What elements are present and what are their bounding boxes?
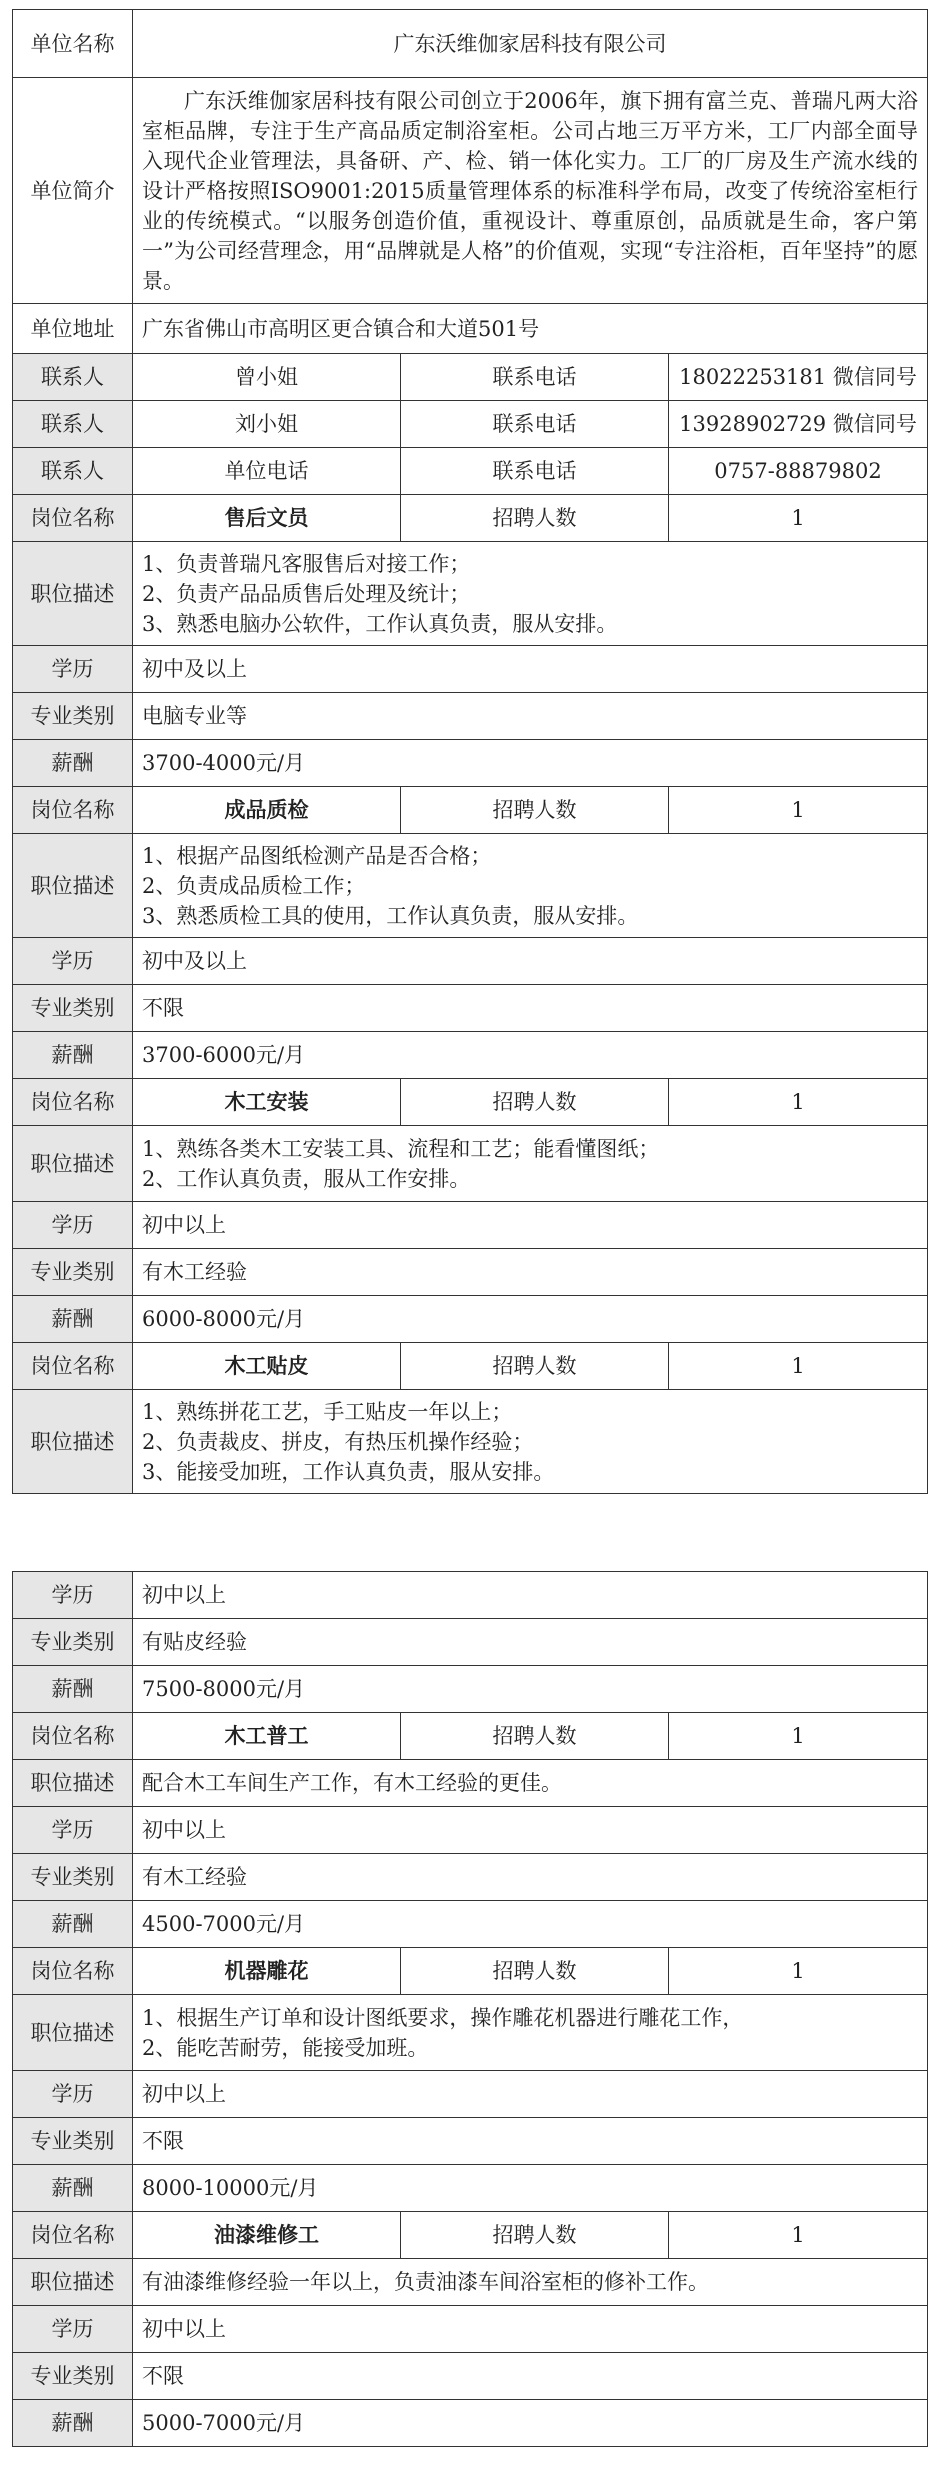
desc-line: 配合木工车间生产工作，有木工经验的更佳。: [142, 1771, 562, 1795]
description-label: 职位描述: [13, 1126, 133, 1202]
education-label: 学历: [13, 938, 133, 985]
position-label: 岗位名称: [13, 1713, 133, 1760]
company-name-label: 单位名称: [13, 10, 133, 78]
job-title-row: [13, 1948, 928, 1995]
job-title: 木工安装: [133, 1079, 401, 1126]
salary-value: 3700-4000元/月: [133, 740, 928, 787]
headcount: 1: [669, 1713, 928, 1760]
salary-row: [13, 740, 928, 787]
major-label: 专业类别: [13, 693, 133, 740]
headcount: 1: [669, 1343, 928, 1390]
major-value: 不限: [133, 2118, 928, 2165]
company-address-label: 单位地址: [13, 304, 133, 354]
education-value: 初中以上: [133, 2071, 928, 2118]
job-description: [133, 1995, 928, 2071]
company-intro: 广东沃维伽家居科技有限公司创立于2006年，旗下拥有富兰克、普瑞凡两大浴室柜品牌，专注于生产高品质定制浴室柜。公司占地三万平方米，工厂内部全面导入现代企业管理法，具备研、产、检、销一体化实力。工厂的厂房及生产流水线的设计严格按照ISO9001:2015质量管理体系的标准科学布局，改变了传统浴室柜行业的传统模式。“以服务创造价值，重视设计、尊重原创，品质就是生命，客户第一”为公司经营理念，用“品牌就是人格”的价值观，实现“专注浴柜，百年坚持”的愿景。: [133, 78, 928, 304]
contact-phone-label: 联系电话: [401, 448, 669, 495]
job-description: [133, 834, 928, 938]
major-value: 有木工经验: [133, 1249, 928, 1296]
contact-row: [13, 354, 928, 401]
salary-label: 薪酬: [13, 1666, 133, 1713]
desc-line: 2、工作认真负责，服从工作安排。: [142, 1166, 471, 1191]
major-value: 不限: [133, 2353, 928, 2400]
major-row: [13, 693, 928, 740]
education-row: [13, 2071, 928, 2118]
company-name-row: [13, 10, 928, 78]
education-row: [13, 2306, 928, 2353]
major-label: 专业类别: [13, 985, 133, 1032]
job-title: 成品质检: [133, 787, 401, 834]
education-row: [13, 1202, 928, 1249]
job-description: [133, 1126, 928, 1202]
major-label: 专业类别: [13, 2118, 133, 2165]
headcount-label: 招聘人数: [401, 1079, 669, 1126]
description-label: 职位描述: [13, 542, 133, 646]
education-label: 学历: [13, 2306, 133, 2353]
salary-value: 3700-6000元/月: [133, 1032, 928, 1079]
education-value: 初中以上: [133, 2306, 928, 2353]
headcount-label: 招聘人数: [401, 1343, 669, 1390]
major-row: [13, 2353, 928, 2400]
desc-line: 1、负责普瑞凡客服售后对接工作；: [142, 551, 471, 576]
major-row: [13, 1854, 928, 1901]
contact-phone-label: 联系电话: [401, 354, 669, 401]
desc-line: 1、根据生产订单和设计图纸要求，操作雕花机器进行雕花工作，: [142, 2005, 744, 2030]
description-label: 职位描述: [13, 1390, 133, 1494]
desc-line: 2、负责产品品质售后处理及统计；: [142, 581, 471, 606]
headcount-label: 招聘人数: [401, 495, 669, 542]
description-label: 职位描述: [13, 1995, 133, 2071]
job-desc-row: [13, 1390, 928, 1494]
contact-row: [13, 401, 928, 448]
job-title-row: [13, 495, 928, 542]
job-title-row: [13, 787, 928, 834]
contact-phone: 13928902729 微信同号: [669, 401, 928, 448]
job-desc-row: [13, 542, 928, 646]
job-title: 售后文员: [133, 495, 401, 542]
major-label: 专业类别: [13, 1854, 133, 1901]
contact-name: 单位电话: [133, 448, 401, 495]
contact-name: 曾小姐: [133, 354, 401, 401]
education-value: 初中及以上: [133, 938, 928, 985]
job-description: [133, 542, 928, 646]
contact-phone-label: 联系电话: [401, 401, 669, 448]
job-title-row: [13, 1713, 928, 1760]
major-value: 不限: [133, 985, 928, 1032]
desc-line: 2、负责成品质检工作；: [142, 873, 366, 898]
education-label: 学历: [13, 646, 133, 693]
salary-label: 薪酬: [13, 2165, 133, 2212]
job-description: [133, 1390, 928, 1494]
job-description: [133, 1760, 928, 1807]
education-label: 学历: [13, 2071, 133, 2118]
major-value: 有木工经验: [133, 1854, 928, 1901]
desc-line: 3、熟悉电脑办公软件，工作认真负责，服从安排。: [142, 611, 618, 636]
position-label: 岗位名称: [13, 495, 133, 542]
salary-label: 薪酬: [13, 1901, 133, 1948]
headcount-label: 招聘人数: [401, 1948, 669, 1995]
contact-phone: 18022253181 微信同号: [669, 354, 928, 401]
position-label: 岗位名称: [13, 1079, 133, 1126]
desc-line: 2、负责裁皮、拼皮，有热压机操作经验；: [142, 1429, 534, 1454]
education-row: [13, 938, 928, 985]
headcount: 1: [669, 1948, 928, 1995]
job-desc-row: [13, 834, 928, 938]
recruitment-table-page-1: [12, 9, 928, 1494]
education-label: 学历: [13, 1572, 133, 1619]
position-label: 岗位名称: [13, 1343, 133, 1390]
desc-line: 3、能接受加班，工作认真负责，服从安排。: [142, 1459, 555, 1484]
headcount-label: 招聘人数: [401, 1713, 669, 1760]
job-title-row: [13, 2212, 928, 2259]
education-value: 初中以上: [133, 1572, 928, 1619]
contact-row: [13, 448, 928, 495]
company-address: 广东省佛山市高明区更合镇合和大道501号: [133, 304, 928, 354]
description-label: 职位描述: [13, 1760, 133, 1807]
job-description: [133, 2259, 928, 2306]
headcount-label: 招聘人数: [401, 2212, 669, 2259]
headcount: 1: [669, 1079, 928, 1126]
salary-row: [13, 1666, 928, 1713]
job-title: 机器雕花: [133, 1948, 401, 1995]
education-row: [13, 646, 928, 693]
major-row: [13, 985, 928, 1032]
position-label: 岗位名称: [13, 787, 133, 834]
desc-line: 1、熟练各类木工安装工具、流程和工艺；能看懂图纸；: [142, 1136, 660, 1161]
job-title: 木工贴皮: [133, 1343, 401, 1390]
salary-value: 4500-7000元/月: [133, 1901, 928, 1948]
education-value: 初中及以上: [133, 646, 928, 693]
salary-row: [13, 1032, 928, 1079]
recruitment-table-page-2: [12, 1571, 928, 2447]
major-row: [13, 2118, 928, 2165]
contact-label: 联系人: [13, 448, 133, 495]
education-row: [13, 1807, 928, 1854]
job-title-row: [13, 1343, 928, 1390]
education-row: [13, 1572, 928, 1619]
major-row: [13, 1249, 928, 1296]
headcount: 1: [669, 495, 928, 542]
salary-label: 薪酬: [13, 2400, 133, 2447]
salary-row: [13, 1901, 928, 1948]
job-title-row: [13, 1079, 928, 1126]
job-desc-row: [13, 2259, 928, 2306]
contact-phone: 0757-88879802: [669, 448, 928, 495]
contact-label: 联系人: [13, 401, 133, 448]
contact-name: 刘小姐: [133, 401, 401, 448]
job-title: 油漆维修工: [133, 2212, 401, 2259]
salary-row: [13, 2400, 928, 2447]
major-row: [13, 1619, 928, 1666]
company-name: 广东沃维伽家居科技有限公司: [133, 10, 928, 78]
salary-value: 7500-8000元/月: [133, 1666, 928, 1713]
salary-label: 薪酬: [13, 1296, 133, 1343]
description-label: 职位描述: [13, 2259, 133, 2306]
education-value: 初中以上: [133, 1202, 928, 1249]
desc-line: 3、熟悉质检工具的使用，工作认真负责，服从安排。: [142, 903, 639, 928]
salary-value: 6000-8000元/月: [133, 1296, 928, 1343]
headcount: 1: [669, 2212, 928, 2259]
description-label: 职位描述: [13, 834, 133, 938]
desc-line: 有油漆维修经验一年以上，负责油漆车间浴室柜的修补工作。: [142, 2270, 709, 2294]
job-title: 木工普工: [133, 1713, 401, 1760]
salary-label: 薪酬: [13, 1032, 133, 1079]
headcount: 1: [669, 787, 928, 834]
company-intro-label: 单位简介: [13, 78, 133, 304]
job-desc-row: [13, 1995, 928, 2071]
major-label: 专业类别: [13, 2353, 133, 2400]
major-label: 专业类别: [13, 1249, 133, 1296]
job-desc-row: [13, 1126, 928, 1202]
education-label: 学历: [13, 1202, 133, 1249]
education-value: 初中以上: [133, 1807, 928, 1854]
salary-value: 5000-7000元/月: [133, 2400, 928, 2447]
salary-value: 8000-10000元/月: [133, 2165, 928, 2212]
salary-row: [13, 2165, 928, 2212]
desc-line: 2、能吃苦耐劳，能接受加班。: [142, 2035, 429, 2060]
education-label: 学历: [13, 1807, 133, 1854]
headcount-label: 招聘人数: [401, 787, 669, 834]
contact-label: 联系人: [13, 354, 133, 401]
company-address-row: [13, 304, 928, 354]
desc-line: 1、根据产品图纸检测产品是否合格；: [142, 843, 492, 868]
position-label: 岗位名称: [13, 2212, 133, 2259]
salary-row: [13, 1296, 928, 1343]
major-label: 专业类别: [13, 1619, 133, 1666]
company-intro-row: [13, 78, 928, 304]
major-value: 电脑专业等: [133, 693, 928, 740]
major-value: 有贴皮经验: [133, 1619, 928, 1666]
salary-label: 薪酬: [13, 740, 133, 787]
job-desc-row: [13, 1760, 928, 1807]
desc-line: 1、熟练拼花工艺，手工贴皮一年以上；: [142, 1399, 513, 1424]
position-label: 岗位名称: [13, 1948, 133, 1995]
